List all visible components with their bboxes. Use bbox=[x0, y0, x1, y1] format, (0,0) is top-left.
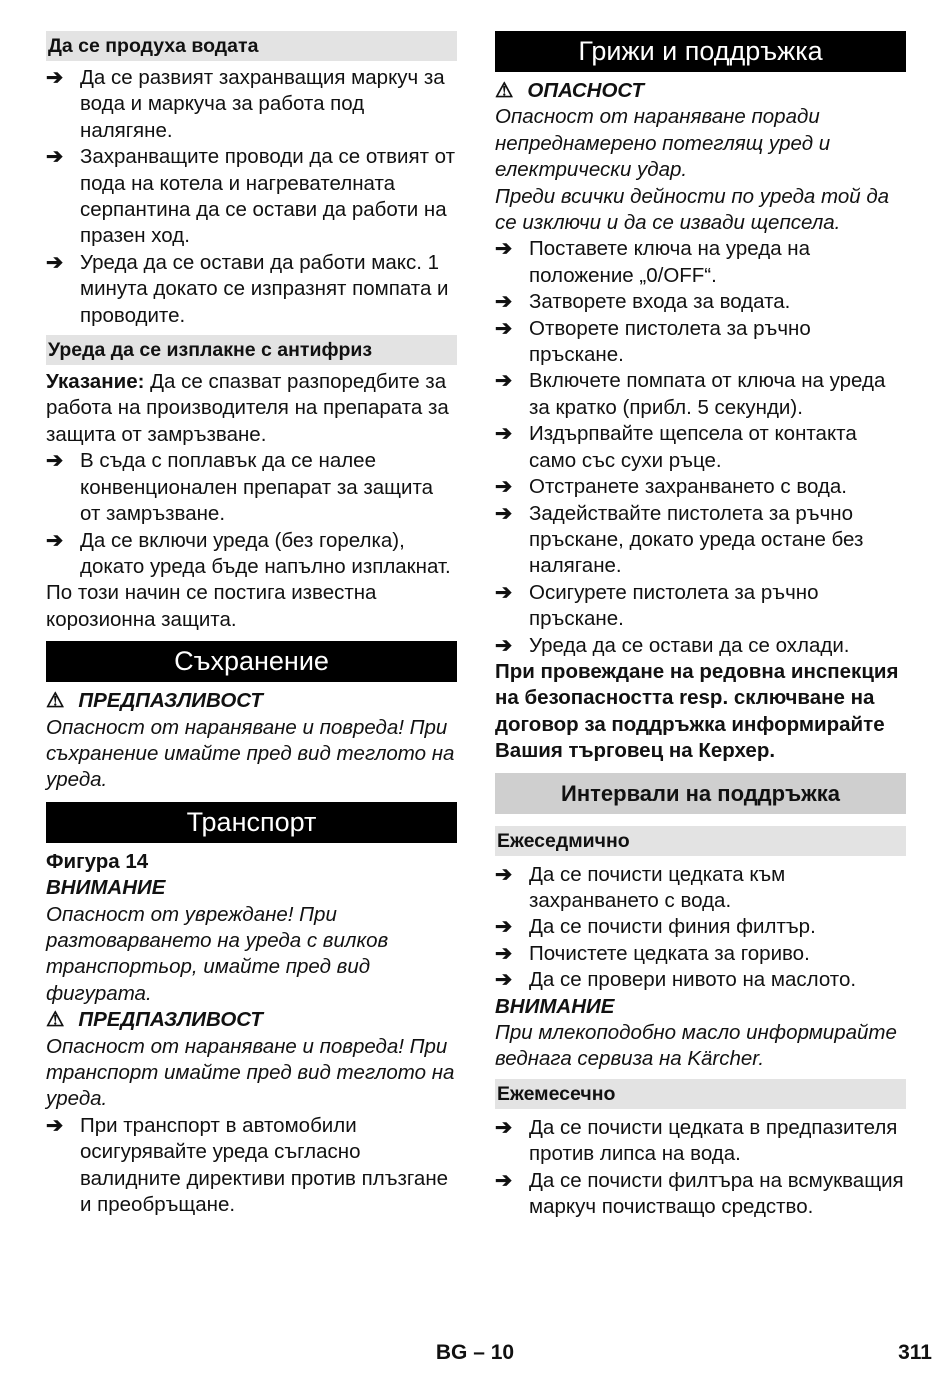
blow-water-heading: Да се продуха водата bbox=[46, 31, 457, 61]
list-item: ➔ Поставете ключа на уреда на положение „0/OFF“. bbox=[495, 237, 811, 287]
weekly-list bbox=[495, 862, 906, 994]
transport-warning-label: ⚠ ПРЕДПАЗЛИВОСТ bbox=[46, 1008, 263, 1032]
danger-label: ⚠ ОПАСНОСТ bbox=[495, 79, 644, 102]
care-list bbox=[495, 236, 906, 659]
danger-text-2: Преди всички дейности по уреда той да се изключи и да се извади щепсела. bbox=[495, 184, 890, 235]
danger-text-1: Опасност от нараняване поради непреднамерено потеглящ уред и електрически удар. bbox=[495, 105, 831, 182]
list-item: ➔ Да се почисти цедката към захранването с вода. bbox=[495, 862, 786, 912]
attention-label: ВНИМАНИЕ bbox=[46, 876, 166, 900]
arrow-right-icon: ➔ bbox=[495, 862, 513, 886]
attention-text: Опасност от увреждане! При разтоварването на уреда с вилков транспортьор, имайте пред вид фигурата. bbox=[46, 902, 389, 1005]
list-item: ➔ Почистете цедката за гориво. bbox=[495, 941, 906, 967]
arrow-right-icon: ➔ bbox=[46, 449, 64, 473]
list-item: ➔ Да се включи уреда (без горелка), докато уреда бъде напълно изплакнат. bbox=[46, 528, 451, 578]
antifreeze-note bbox=[46, 369, 457, 448]
monthly-list bbox=[495, 1115, 906, 1221]
list-item: ➔ Затворете входа за водата. bbox=[495, 289, 906, 315]
list-item: ➔ Захранващите проводи да се отвият от пода на котела и нагревателната серпантина да се остави да работи на празен ход. bbox=[46, 145, 456, 248]
storage-heading: Съхранение bbox=[46, 641, 457, 682]
arrow-right-icon: ➔ bbox=[495, 633, 513, 657]
list-item: ➔ Да се почисти финия филтър. bbox=[495, 914, 906, 940]
list-item: ➔ Да се почисти филтъра на всмукващия маркуч почистващо средство. bbox=[495, 1168, 904, 1219]
list-item: ➔ Задействайте пистолета за ръчно пръскане, докато уреда остане без налягане. bbox=[495, 501, 864, 578]
arrow-right-icon: ➔ bbox=[495, 1168, 513, 1192]
arrow-right-icon: ➔ bbox=[46, 145, 64, 169]
weekly-attention-label: ВНИМАНИЕ bbox=[495, 994, 615, 1018]
weekly-heading: Ежеседмично bbox=[495, 826, 906, 856]
list-item: ➔ Отворете пистолета за ръчно пръскане. bbox=[495, 316, 811, 367]
arrow-right-icon: ➔ bbox=[495, 422, 513, 446]
list-item: ➔ В съда с поплавък да се налее конвенционален препарат за защита от замръзване. bbox=[46, 449, 434, 526]
warning-triangle-icon: ⚠ bbox=[46, 689, 65, 713]
list-item: ➔ Включете помпата от ключа на уреда за кратко (прибл. 5 секунди). bbox=[495, 369, 886, 419]
list-item: ➔ Издърпвайте щепсела от контакта само със сухи ръце. bbox=[495, 422, 857, 472]
left-column bbox=[46, 31, 457, 1218]
transport-warning-text: Опасност от нараняване и повреда! При транспорт имайте пред вид теглото на уреда. bbox=[46, 1034, 455, 1111]
arrow-right-icon: ➔ bbox=[495, 580, 513, 604]
list-item: ➔ Уреда да се остави да се охлади. bbox=[495, 633, 906, 659]
warning-triangle-icon: ⚠ bbox=[495, 79, 514, 102]
list-item: ➔ Отстранете захранването с вода. bbox=[495, 474, 906, 500]
inspection-text: При провеждане на редовна инспекция на безопасността resp. сключване на договор за поддръжка информирайте Вашия търговец на Керхер. bbox=[495, 659, 899, 763]
arrow-right-icon: ➔ bbox=[495, 501, 513, 525]
antifreeze-list bbox=[46, 448, 457, 580]
weekly-attention-text: При млекоподобно масло информирайте веднага сервиза на Kärcher. bbox=[495, 1021, 897, 1071]
figure-label: Фигура 14 bbox=[46, 849, 149, 873]
storage-warning-label: ⚠ ПРЕДПАЗЛИВОСТ bbox=[46, 689, 263, 713]
arrow-right-icon: ➔ bbox=[495, 1115, 513, 1139]
transport-heading: Транспорт bbox=[46, 802, 457, 843]
list-item: ➔ Да се развият захранващия маркуч за вода и маркуча за работа под налягяне. bbox=[46, 66, 445, 142]
list-item: ➔ Да се провери нивото на маслото. bbox=[495, 967, 906, 993]
blow-water-list bbox=[46, 65, 457, 329]
monthly-heading: Ежемесечно bbox=[495, 1079, 906, 1109]
arrow-right-icon: ➔ bbox=[495, 941, 513, 965]
arrow-right-icon: ➔ bbox=[495, 237, 513, 261]
arrow-right-icon: ➔ bbox=[46, 1113, 64, 1137]
storage-warning-text: Опасност от нараняване и повреда! При съхранение имайте пред вид теглото на уреда. bbox=[46, 715, 455, 792]
intervals-heading: Интервали на поддръжка bbox=[495, 773, 906, 814]
note-text: Да се спазват разпоредбите за работа на производителя на препарата за защита от замръзване. bbox=[46, 370, 449, 446]
page-number: 311 bbox=[898, 1341, 932, 1364]
arrow-right-icon: ➔ bbox=[46, 250, 64, 274]
arrow-right-icon: ➔ bbox=[495, 475, 513, 499]
right-column bbox=[495, 31, 906, 1220]
arrow-right-icon: ➔ bbox=[495, 316, 513, 340]
arrow-right-icon: ➔ bbox=[46, 528, 64, 552]
arrow-right-icon: ➔ bbox=[495, 290, 513, 314]
arrow-right-icon: ➔ bbox=[495, 369, 513, 393]
list-item: ➔ Уреда да се остави да работи макс. 1 минута докато се изпразнят помпата и проводите. bbox=[46, 250, 449, 327]
care-heading: Грижи и поддръжка bbox=[495, 31, 906, 72]
list-item: ➔ Да се почисти цедката в предпазителя против липса на вода. bbox=[495, 1115, 898, 1166]
list-item: ➔ При транспорт в автомобили осигурявайте уреда съгласно валидните директиви против плъзгане и преобръщане. bbox=[46, 1113, 449, 1217]
note-label: Указание: bbox=[46, 370, 145, 394]
warning-triangle-icon: ⚠ bbox=[46, 1008, 65, 1032]
transport-list bbox=[46, 1113, 457, 1219]
list-item: ➔ Осигурете пистолета за ръчно пръскане. bbox=[495, 580, 819, 631]
arrow-right-icon: ➔ bbox=[495, 968, 513, 992]
antifreeze-heading: Уреда да се изплакне с антифриз bbox=[46, 335, 457, 365]
antifreeze-after: По този начин се постига известна корозионна защита. bbox=[46, 581, 377, 631]
footer-label: BG – 10 bbox=[435, 1341, 515, 1364]
arrow-right-icon: ➔ bbox=[46, 66, 64, 89]
arrow-right-icon: ➔ bbox=[495, 915, 513, 939]
